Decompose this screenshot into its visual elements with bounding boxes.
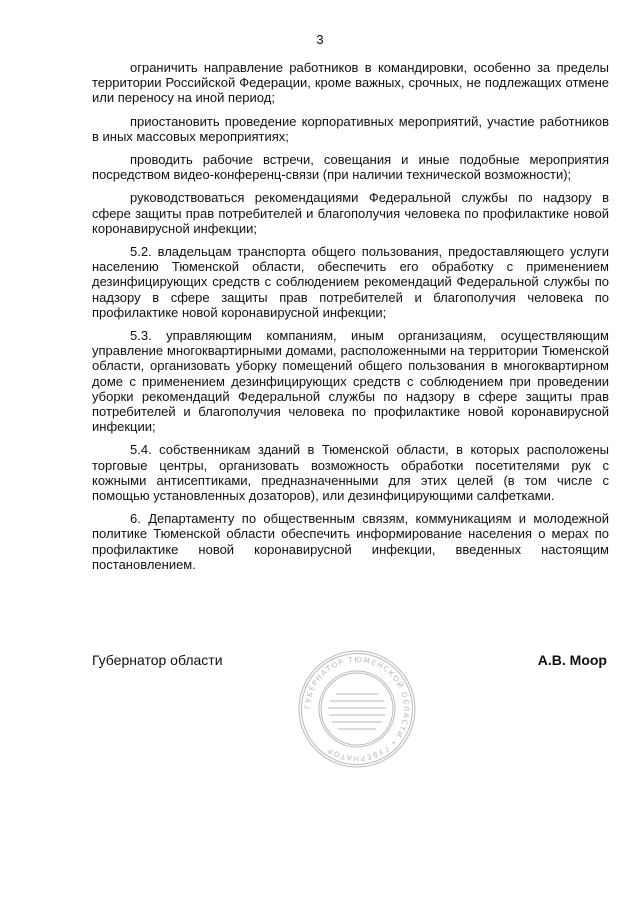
svg-text:ГУБЕРНАТОР ТЮМЕНСКОЙ ОБЛАСТИ •: ГУБЕРНАТОР ТЮМЕНСКОЙ ОБЛАСТИ • ГУБЕРНАТОР: [302, 654, 412, 764]
paragraph-6-department: 6. Департаменту по общественным связям, коммуникациям и молодежной политике Тюменской области обеспечить информирование населения о мерах по профилактике новой коронавирусной инфекции, введенных настоящим постановлением.: [92, 511, 609, 572]
paragraph-follow-recommendations: руководствоваться рекомендациями Федеральной службы по надзору в сфере защиты прав потребителей и благополучия человека по профилактике новой коронавирусной инфекции;: [92, 190, 609, 236]
paragraph-video-conferencing: проводить рабочие встречи, совещания и иные подобные мероприятия посредством видео-конференц-связи (при наличии технической возможности);: [92, 152, 609, 183]
paragraph-5-3-management-companies: 5.3. управляющим компаниям, иным организациям, осуществляющим управление многоквартирными домами, расположенными на территории Тюменской области, организовать уборку помещений общего пользования в многоквартирном доме с применением дезинфицирующих средств с соблюдением при проведении уборки рекомендаций Федеральной службы по надзору в сфере защиты прав потребителей и благополучия человека по профилактике новой коронавирусной инфекции;: [92, 328, 609, 435]
document-body: [92, 60, 609, 580]
signatory-name: А.В. Моор: [537, 652, 607, 668]
paragraph-5-4-building-owners: 5.4. собственникам зданий в Тюменской области, в которых расположены торговые центры, организовать возможность обработки посетителями рук с кожными антисептиками, предназначенными для этих целей (в том числе с помощью установленных дозаторов), или дезинфицирующими салфетками.: [92, 442, 609, 504]
page-number: 3: [316, 32, 324, 47]
paragraph-business-trips: ограничить направление работников в командировки, особенно за пределы территории Российской Федерации, кроме важных, срочных, не подлежащих отмене или переносу на иной период;: [92, 60, 609, 106]
signatory-title: Губернатор области: [92, 652, 223, 668]
official-seal-stamp: [296, 648, 418, 770]
paragraph-corporate-events: приостановить проведение корпоративных мероприятий, участие работников в иных массовых мероприятиях;: [92, 113, 609, 144]
paragraph-5-2-transport: 5.2. владельцам транспорта общего пользования, предоставляющего услуги населению Тюменской области, обеспечить его обработку с применением дезинфицирующих средств с соблюдением рекомендаций Федеральной службы по надзору в сфере защиты прав потребителей и благополучия человека по профилактике новой коронавирусной инфекции;: [92, 244, 609, 320]
